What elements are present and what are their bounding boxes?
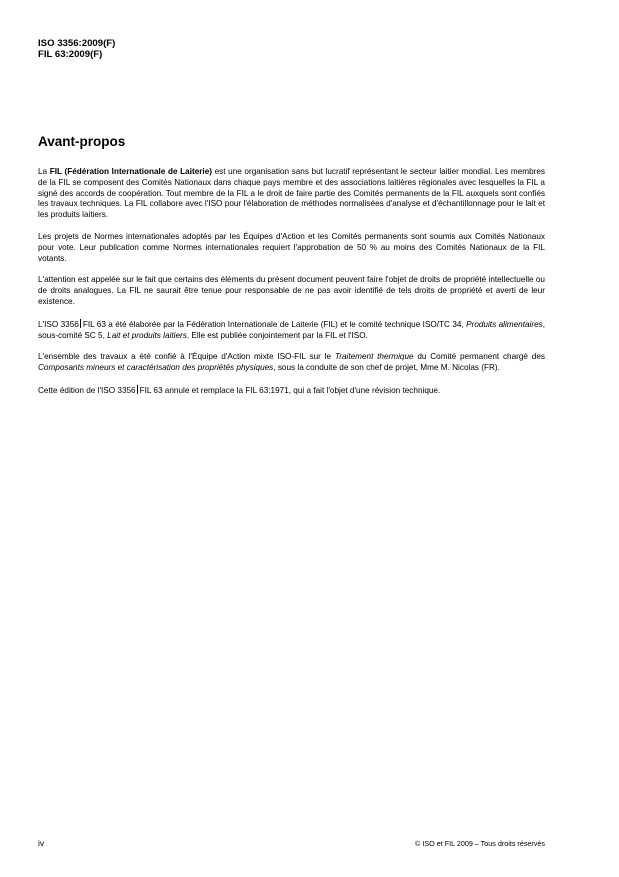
paragraph-fil-description: La FIL (Fédération Internationale de Laiterie) est une organisation sans but lucratif représentant le secteur laitier mondial. Les membres de la FIL se composent des Comités Nationaux dans chaque pays membre et des associations laitières régionales avec lesquelles la FIL a signé des accords de coopération. Tout membre de la FIL a le droit de faire partie des Comités permanents de la FIL auxquels sont confiés les travaux techniques. La FIL collabore avec l'ISO pour l'élaboration de méthodes normalisées d'analyse et d'échantillonnage pour le lait et les produits laitiers. bbox=[38, 167, 545, 220]
paragraph-voting: Les projets de Normes internationales adoptés par les Équipes d'Action et les Comités permanents sont soumis aux Comités Nationaux pour vote. Leur publication comme Normes internationales requiert l'approbation de 50 % au moins des Comités Nationaux de la FIL votants. bbox=[38, 231, 545, 263]
paragraph-edition: Cette édition de l'ISO 3356 FIL 63 annule et remplace la FIL 63:1971, qui a fait l'objet d'une révision technique. bbox=[38, 385, 441, 395]
vertical-separator bbox=[137, 385, 138, 394]
copyright-notice: © ISO et FIL 2009 – Tous droits réservés bbox=[415, 839, 545, 848]
fil-name-bold: FIL (Fédération Internationale de Laiterie) bbox=[49, 167, 212, 176]
paragraph-action-team: L'ensemble des travaux a été confié à l'Équipe d'Action mixte ISO-FIL sur le Traitement thermique du Comité permanent chargé des Composants mineurs et caractérisation des propriétés physiques, sous la conduite de son chef de projet, Mme M. Nicolas (FR). bbox=[38, 352, 545, 373]
vertical-separator bbox=[80, 319, 81, 328]
page-number: iv bbox=[38, 838, 45, 848]
foreword-body bbox=[38, 167, 545, 408]
page-title: Avant-propos bbox=[38, 134, 126, 149]
paragraph-patent-rights: L'attention est appelée sur le fait que certains des éléments du présent document peuvent faire l'objet de droits de propriété intellectuelle ou de droits analogues. La FIL ne saurait être tenue pour responsable de ne pas avoir identifié de tels droits de propriété et averti de leur existence. bbox=[38, 275, 545, 306]
standard-reference-iso: ISO 3356:2009(F) bbox=[38, 38, 116, 49]
document-header bbox=[38, 38, 115, 60]
standard-reference-fil: FIL 63:2009(F) bbox=[38, 49, 103, 60]
paragraph-preparation: L'ISO 3356 FIL 63 a été élaborée par la Fédération Internationale de Laiterie (FIL) et le comité technique ISO/TC 34, Produits alimentaires, sous-comité SC 5, Lait et produits laitiers. Elle est publiée conjointement par la FIL et l'ISO. bbox=[38, 319, 545, 340]
